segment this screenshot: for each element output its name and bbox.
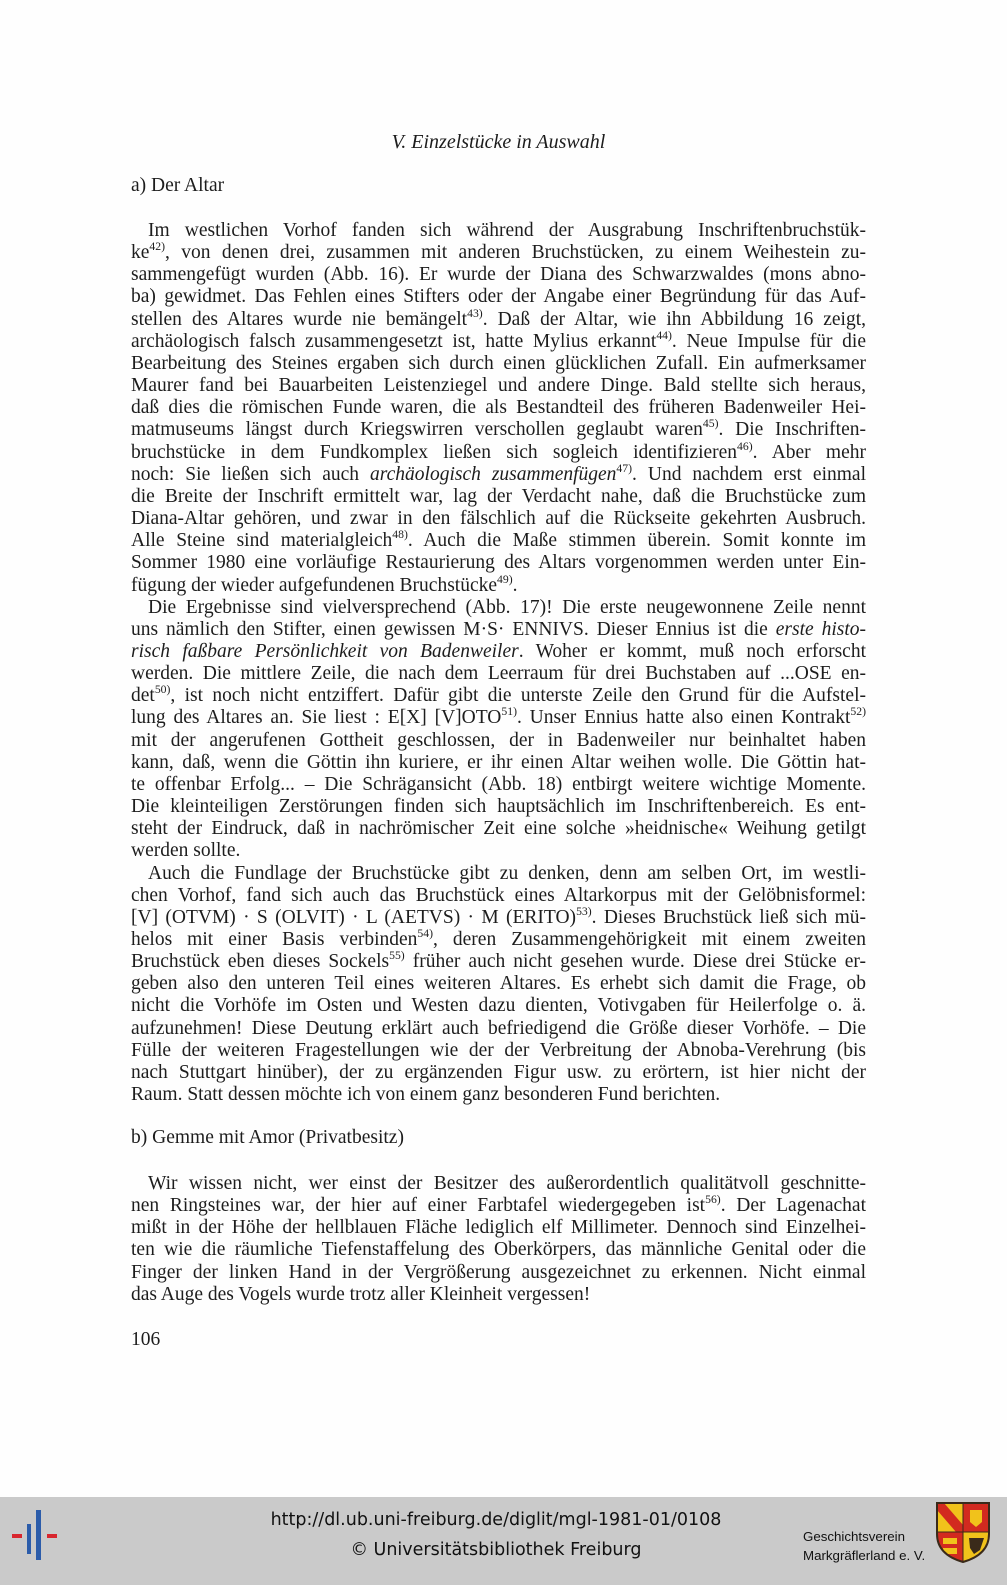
text-run: mit der angerufenen Gottheit geschlossen, der in Badenweiler nur beinhaltet haben <box>131 729 866 751</box>
text-line <box>131 1284 866 1306</box>
footnote-marker: 48) <box>392 528 408 542</box>
text-line <box>131 663 866 685</box>
permalink-url[interactable]: http://dl.ub.uni-freiburg.de/diglit/mgl-1981-01/0108 <box>270 1510 722 1530</box>
text-line <box>131 796 866 818</box>
text-line <box>131 641 866 663</box>
text-run: helos mit einer Basis verbinden <box>131 929 418 950</box>
text-run: Maurer fand bei Bauarbeiten Leistenziegel und andere Dinge. Bald stellte sich heraus, <box>131 375 866 397</box>
text-line <box>131 1262 866 1284</box>
paragraph <box>131 1173 866 1306</box>
text-run: nach Stuttgart hinüber), der zu ergänzenden Figur usw. zu erörtern, ist hier nicht der <box>131 1061 866 1083</box>
text-line <box>131 242 866 264</box>
text-run: ten wie die räumliche Tiefenstaffelung des Oberkörpers, das männliche Genital oder die <box>131 1239 866 1261</box>
text-run: stellen des Altares wurde nie bemängelt <box>131 308 468 330</box>
section-body <box>131 220 866 1106</box>
paragraph <box>131 597 866 863</box>
text-run: Sommer 1980 eine vorläufige Restaurierung des Altars vorgenommen werden unter Ein- <box>131 552 866 574</box>
logo-shape <box>12 1534 22 1538</box>
footnote-marker: 47) <box>616 461 633 475</box>
text-line <box>131 863 866 885</box>
section-heading: b) Gemme mit Amor (Privatbesitz) <box>131 1127 404 1148</box>
text-run: Finger der linken Hand in der Vergrößerung ausgezeichnet zu erkennen. Nicht einmal <box>131 1261 866 1283</box>
text-line <box>131 508 866 530</box>
text-run: ke <box>131 242 150 264</box>
text-run: Fülle der weiteren Fragestellungen wie der der Verbreitung der Abnoba-Verehrung (bis <box>131 1039 866 1061</box>
text-line <box>131 552 866 574</box>
text-line <box>131 486 866 508</box>
copyright-notice: © Universitätsbibliothek Freiburg <box>350 1540 642 1560</box>
text-run: geben also den unteren Teil eines weiteren Altares. Es erhebt sich damit die Frage, ob <box>131 973 866 995</box>
text-line <box>131 885 866 907</box>
text-line <box>131 461 866 486</box>
text-run: nen Ringsteines war, der hier auf einer Farbtafel wiedergegeben ist <box>131 1195 706 1217</box>
footnote-marker: 49) <box>497 572 513 586</box>
page-number: 106 <box>131 1329 161 1350</box>
text-line <box>131 995 866 1017</box>
text-run: daß dies die römischen Funde waren, die als Bestandteil des früheren Badenweiler Hei- <box>131 397 866 419</box>
text-line <box>131 306 867 331</box>
logo-shape <box>36 1510 41 1560</box>
footnote-marker: 43) <box>467 306 483 320</box>
partner-name-line2: Markgräflerland e. V. <box>803 1548 926 1563</box>
logo-shape <box>47 1534 57 1538</box>
italic-text: risch faßbare Persönlichkeit von Badenweiler <box>131 640 519 662</box>
text-run: . Daß der Altar, wie ihn Abbildung 16 zeigt, <box>482 308 867 330</box>
text-line <box>131 419 866 441</box>
italic-text: erste histo- <box>775 618 866 640</box>
text-run: Bruchstück eben dieses Sockels <box>131 951 390 973</box>
text-run: Im westlichen Vorhof fanden sich während der Ausgrabung Inschriftenbruchstük- <box>148 220 866 241</box>
text-run: . Aber mehr <box>752 441 866 463</box>
text-run: det <box>131 685 155 707</box>
text-run: archäologisch falsch zusammengesetzt ist, hatte Mylius erkannt <box>131 330 657 352</box>
footnote-marker: 44) <box>656 328 672 342</box>
text-run: Raum. Statt dessen möchte ich von einem ganz besonderen Fund berichten. <box>131 1084 721 1106</box>
text-run: früher auch nicht gesehen wurde. Diese drei Stücke er- <box>404 951 866 973</box>
text-line <box>131 397 866 419</box>
text-line <box>131 353 866 375</box>
text-run: werden sollte. <box>131 840 241 862</box>
text-run: , deren Zusammengehörigkeit mit einem zweiten <box>433 929 866 950</box>
text-line <box>131 774 866 796</box>
text-run: bruchstücke in dem Fundkomplex ließen sich sogleich identifizieren <box>131 441 738 463</box>
viewer-footer <box>0 1497 1007 1585</box>
partner-name-line1: Geschichtsverein <box>803 1529 905 1544</box>
text-run: chen Vorhof, fand sich auch das Bruchstück eines Altarkorpus mit der Gelöbnisformel: <box>131 884 866 906</box>
text-line <box>131 597 866 619</box>
text-run: . Und nachdem erst einmal <box>632 463 866 485</box>
text-run: Die Ergebnisse sind vielversprechend (Abb. 17)! Die erste neugewonnene Zeile nennt <box>148 596 866 618</box>
text-run: . Woher er kommt, muß noch erforscht <box>518 640 866 662</box>
text-line <box>131 328 866 353</box>
paragraph <box>131 220 866 597</box>
logo-shape <box>27 1524 31 1554</box>
text-line <box>131 1084 866 1106</box>
text-run: , ist noch nicht entziffert. Dafür gibt die unterste Zeile den Grund für die Aufstel- <box>170 685 866 707</box>
text-line <box>131 220 866 242</box>
text-line <box>131 1040 866 1062</box>
text-line <box>131 685 866 707</box>
text-run: steht der Eindruck, daß in nachrömischer Zeit eine solche »heidnische« Weihung getilgt <box>131 818 866 840</box>
text-line <box>131 286 866 308</box>
footnote-marker: 53) <box>576 904 592 918</box>
text-line <box>131 730 866 752</box>
italic-text: archäologisch zusammenfügen <box>370 463 617 485</box>
text-run: fügung der wieder aufgefundenen Bruchstücke <box>131 574 498 596</box>
text-run: werden. Die mittlere Zeile, die nach dem Leerraum für drei Buchstaben auf ...OSE en- <box>131 663 866 685</box>
text-line <box>131 707 866 729</box>
footnote-marker: 42) <box>149 240 165 254</box>
text-run: mißt in der Höhe der hellblauen Fläche lediglich elf Millimeter. Dennoch sind Einzelhei- <box>131 1217 866 1239</box>
text-line <box>131 818 866 840</box>
footnote-marker: 45) <box>702 417 719 431</box>
text-line <box>131 752 866 774</box>
text-run: Die kleinteiligen Zerstörungen finden sich hauptsächlich im Inschriftenbereich. Es ent- <box>131 796 866 818</box>
text-run: . Neue Impulse für die <box>671 330 866 352</box>
footnote-marker: 46) <box>737 439 753 453</box>
text-run: das Auge des Vogels wurde trotz aller Kleinheit vergessen! <box>131 1283 591 1305</box>
text-run: uns nämlich den Stifter, einen gewissen M·S· ENNIVS. Dieser Ennius ist die <box>131 618 776 640</box>
coat-of-arms-logo <box>934 1500 992 1564</box>
text-run: Auch die Fundlage der Bruchstücke gibt zu denken, denn am selben Ort, im westli- <box>148 862 866 884</box>
text-line <box>131 1018 866 1040</box>
text-run: Alle Steine sind materialgleich <box>131 530 393 552</box>
text-run: [V] (OTVM) · S (OLVIT) · L (AETVS) · M (ERITO) <box>131 906 577 928</box>
text-run: . <box>512 574 518 596</box>
text-run: te offenbar Erfolg... – Die Schrägansicht (Abb. 18) entbirgt weitere wichtige Momente. <box>131 773 866 795</box>
text-line <box>131 264 866 286</box>
text-run: Diana-Altar gehören, und zwar in den fälschlich auf die Rückseite gekehrten Ausbruch. <box>131 508 866 530</box>
footnote-marker: 54) <box>417 927 434 941</box>
text-line <box>131 619 866 641</box>
text-run: , von denen drei, zusammen mit anderen Bruchstücken, zu einem Weihestein zu- <box>165 242 866 264</box>
text-line <box>131 904 866 929</box>
text-run: lung des Altares an. Sie liest : E[X] [V]OTO <box>131 707 502 729</box>
footnote-marker: 55) <box>389 949 405 963</box>
text-run: Bearbeitung des Steines ergaben sich durch einen glücklichen Zufall. Ein aufmerksamer <box>131 352 866 374</box>
footnote-marker: 51) <box>501 705 517 719</box>
text-run: . Der Lagenachat <box>720 1195 866 1217</box>
text-run: aufzunehmen! Diese Deutung erklärt auch befriedigend die Größe dieser Vorhöfe. – Die <box>131 1017 866 1039</box>
text-run: matmuseums längst durch Kriegswirren verschollen geglaubt waren <box>131 419 703 441</box>
paragraph <box>131 863 866 1107</box>
text-run: sammengefügt wurden (Abb. 16). Er wurde der Diana des Schwarzwaldes (mons abno- <box>131 264 866 286</box>
text-line <box>131 530 866 552</box>
text-line <box>131 951 866 973</box>
text-run: . Unser Ennius hatte also einen Kontrakt <box>516 707 851 729</box>
text-line <box>131 1217 866 1239</box>
footnote-marker: 52) <box>850 705 866 719</box>
text-run: noch: Sie ließen sich auch <box>131 463 371 485</box>
text-line <box>131 1195 866 1217</box>
text-line <box>131 1062 866 1084</box>
text-line <box>131 439 866 464</box>
text-run: . Auch die Maße stimmen überein. Somit konnte im <box>407 530 866 552</box>
text-line <box>131 572 866 597</box>
running-head: V. Einzelstücke in Auswahl <box>391 131 606 153</box>
section-heading: a) Der Altar <box>131 175 225 196</box>
text-run: nicht die Vorhöfe im Osten und Westen dazu dienten, Votivgaben für Heilerfolge o. ä. <box>131 995 866 1017</box>
text-line <box>131 1239 866 1261</box>
text-run: . Dieses Bruchstück ließ sich mü- <box>591 906 866 928</box>
text-run: die Breite der Inschrift ermittelt war, lag der Verdacht nahe, daß die Bruchstücke zum <box>131 485 866 507</box>
text-line <box>131 375 866 397</box>
ub-freiburg-logo <box>10 1508 62 1562</box>
text-line <box>131 973 866 995</box>
text-run: kann, daß, wenn die Göttin ihn kuriere, er ihr einen Altar weihen wolle. Die Göttin hat- <box>131 751 866 773</box>
footnote-marker: 50) <box>154 683 171 697</box>
footnote-marker: 56) <box>705 1193 721 1207</box>
text-run: Wir wissen nicht, wer einst der Besitzer des außerordentlich qualitätvoll geschnitte- <box>148 1173 866 1194</box>
text-line <box>131 1173 866 1195</box>
text-line <box>131 929 866 951</box>
section-body <box>131 1173 866 1306</box>
text-run: . Die Inschriften- <box>718 419 866 441</box>
text-run: ba) gewidmet. Das Fehlen eines Stifters oder der Angabe einer Begründung für das Auf- <box>131 286 866 308</box>
text-line <box>131 840 866 862</box>
